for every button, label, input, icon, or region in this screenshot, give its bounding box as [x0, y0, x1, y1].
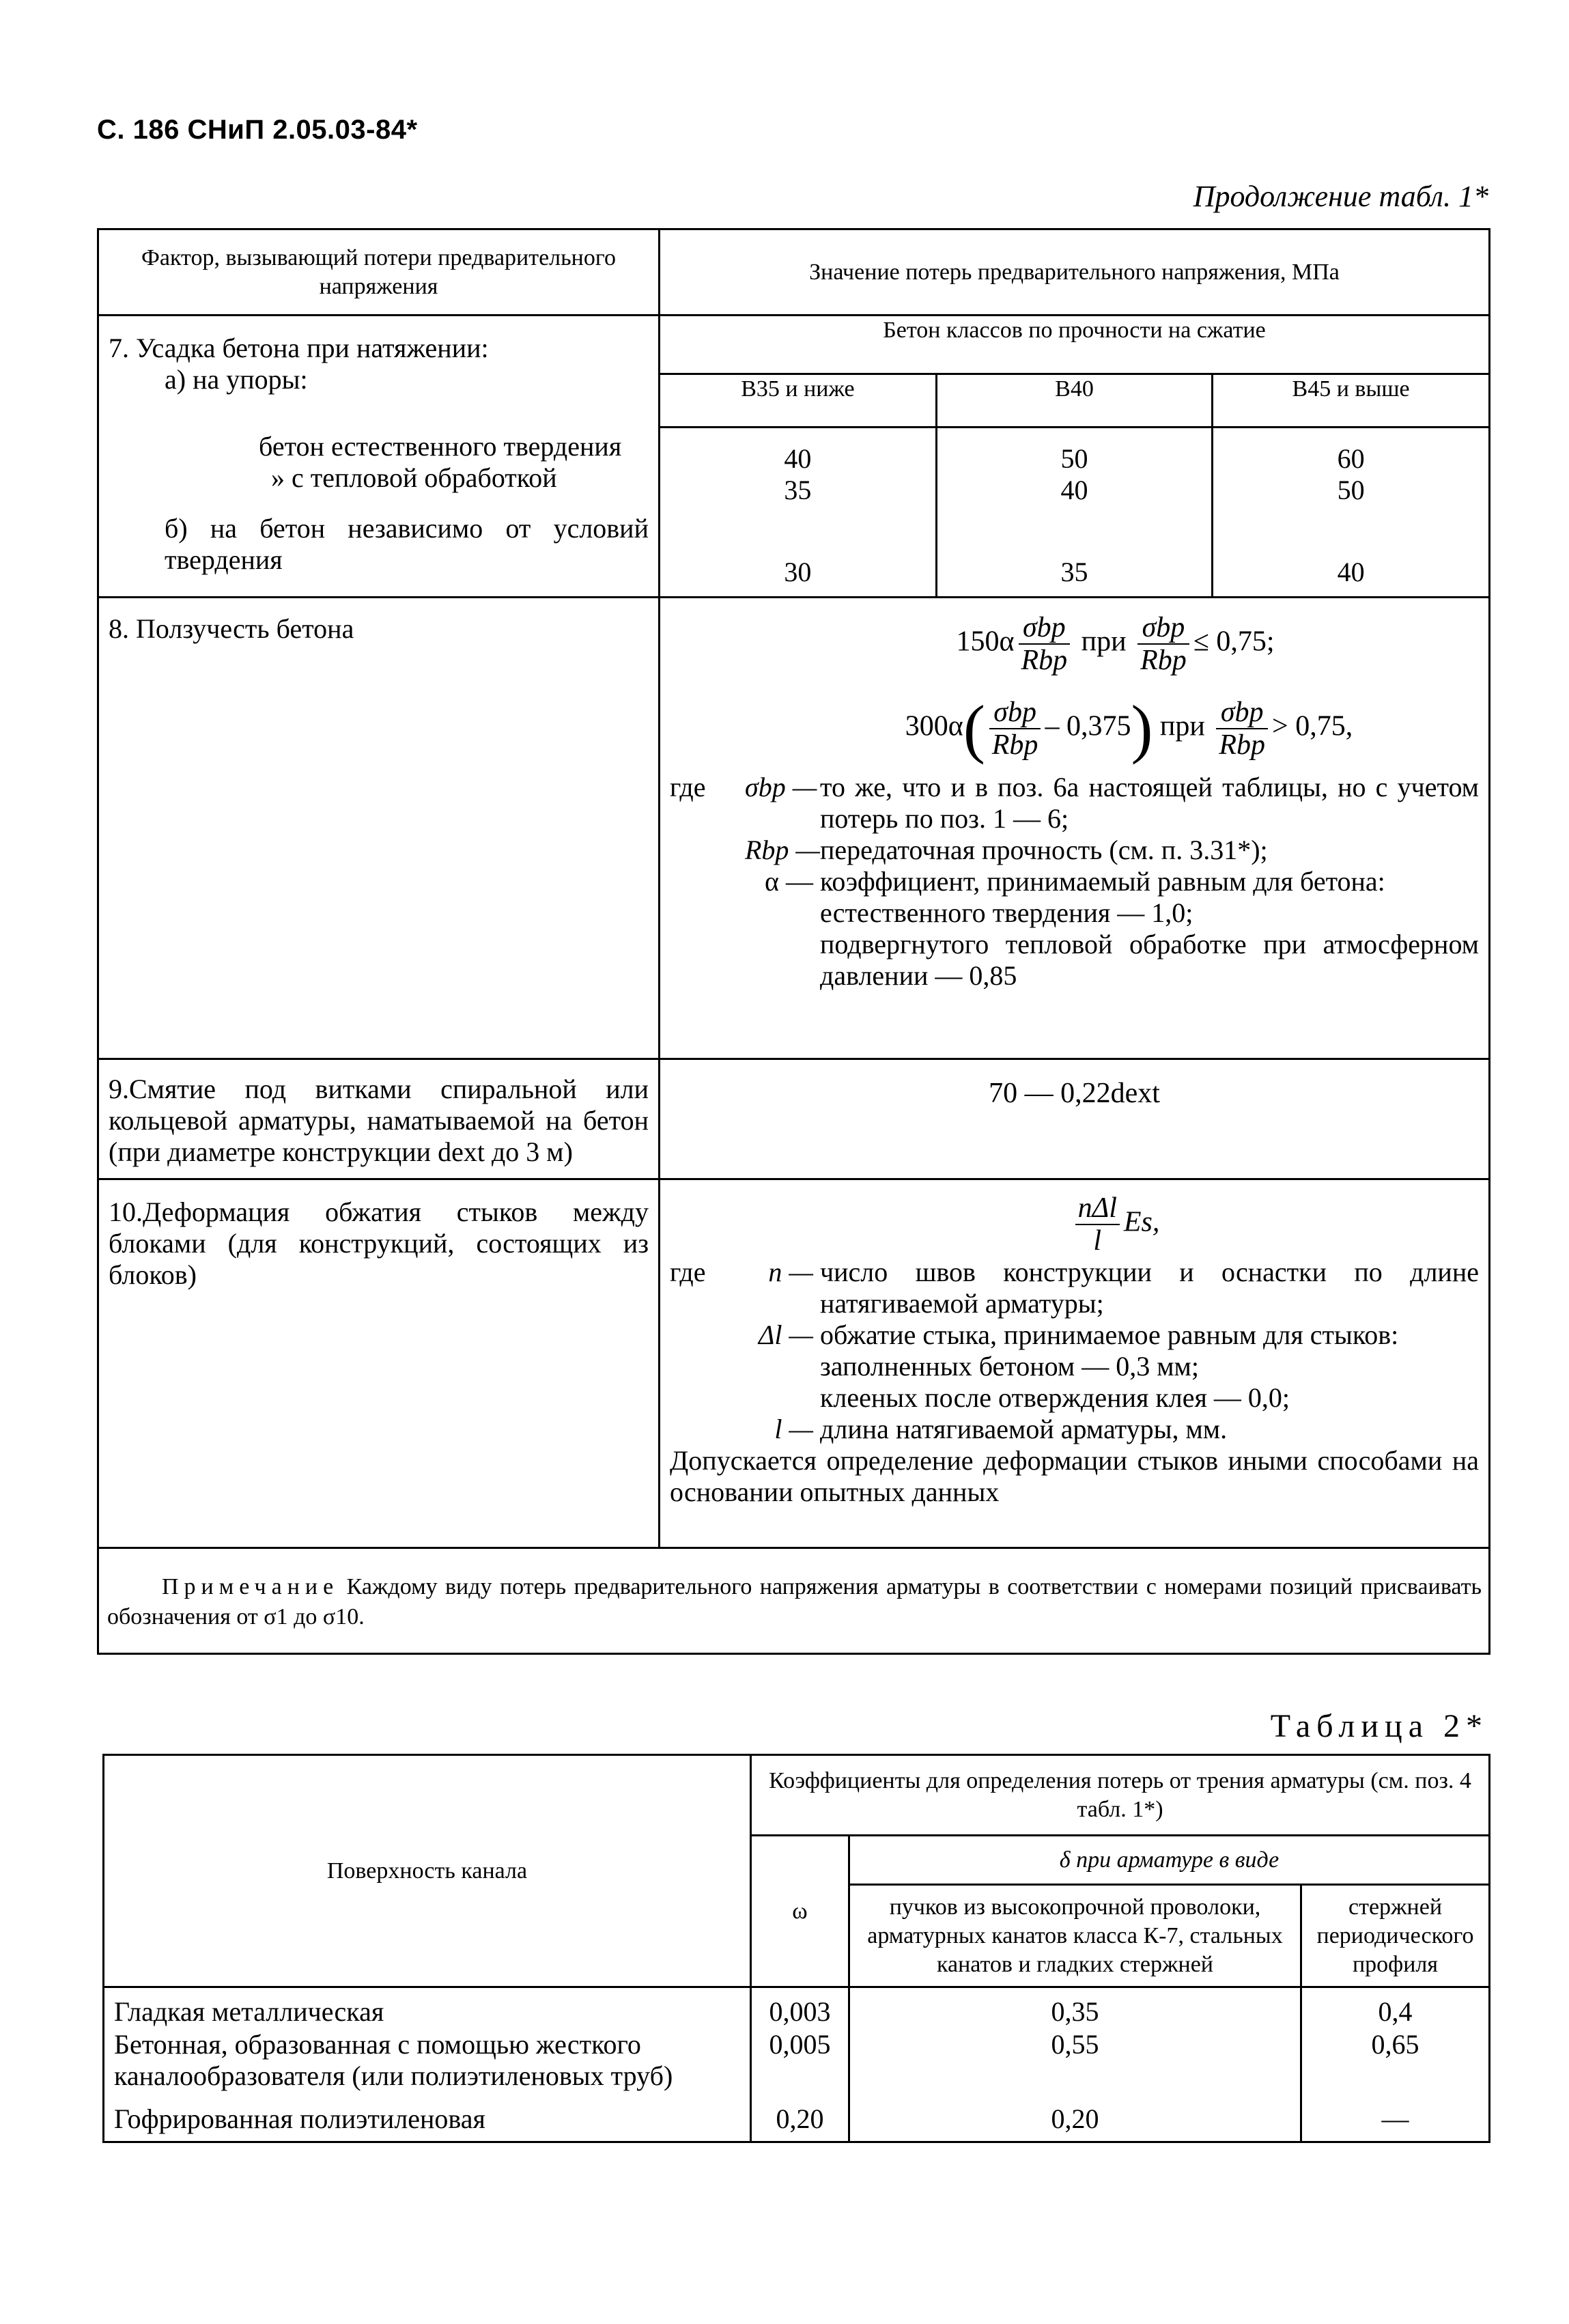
t1-col-value-header: Значение потерь предварительного напряжения, МПа: [660, 229, 1490, 316]
f2-tail: > 0,75,: [1272, 710, 1353, 742]
row7-a-heat: » с тепловой обработкой: [271, 462, 557, 493]
t2-rods: 0,65: [1301, 2028, 1490, 2098]
note-label: Примечание: [162, 1574, 339, 1599]
natural-b35: 40: [784, 443, 812, 474]
heat-b45: 50: [1337, 474, 1365, 505]
row8-legend: [670, 772, 1479, 992]
row8-def-alpha-heat: подвергнутого тепловой обработке при атмосферном давлении — 0,85: [820, 929, 1479, 991]
t2-col-rods: стержней периодического профиля: [1301, 1885, 1490, 1987]
t2-surface: Гладкая металлическая: [104, 1987, 751, 2029]
f1-num: σbp: [1019, 612, 1071, 645]
class-b35: В35 и ниже: [660, 374, 936, 427]
row9-formula: 70 — 0,22dext: [660, 1059, 1490, 1179]
t2-col-bundles: пучков из высокопрочной проволоки, арматурных канатов класса К-7, стальных канатов и гладких стержней: [849, 1885, 1301, 1987]
table-row: [104, 1987, 1490, 2029]
row8-def-alpha-natural: естественного твердения — 1,0;: [820, 897, 1193, 928]
heat-b35: 35: [784, 474, 812, 505]
f2-num: σbp: [989, 697, 1041, 729]
row10-def-n: число швов конструкции и оснастки по длине натягиваемой арматуры;: [820, 1257, 1479, 1319]
f1-coef: 150α: [956, 626, 1015, 658]
t2-col-surface: Поверхность канала: [104, 1755, 751, 1987]
t2-surface: Гофрированная полиэтиленовая: [104, 2098, 751, 2142]
row8-title: 8. Ползучесть бетона: [109, 613, 354, 644]
class-b45: В45 и выше: [1213, 374, 1488, 427]
table-continuation-label: Продолжение табл. 1*: [1193, 180, 1488, 213]
row7-a-natural: бетон естественного твердения: [259, 431, 622, 462]
row10-sym-l: l —: [774, 1414, 813, 1444]
row10-sym-dl: Δl —: [758, 1319, 813, 1350]
row8-def-sigma: то же, что и в поз. 6а настоящей таблицы, но с учетом потерь по поз. 1 — 6;: [820, 772, 1479, 834]
b-b40: 35: [1060, 556, 1088, 587]
f1-cond-den: Rbp: [1140, 645, 1187, 676]
t2-surface: Бетонная, образованная с помощью жесткого каналообразователя (или полиэтиленовых труб): [104, 2028, 751, 2098]
joint-f-num: nΔl: [1075, 1192, 1120, 1225]
t2-bundles: 0,55: [849, 2028, 1301, 2098]
row8-where: где: [670, 772, 706, 802]
f1-tail: ≤ 0,75;: [1193, 626, 1275, 658]
f2-cond-den: Rbp: [1219, 729, 1266, 761]
row9-title: 9.Смятие под витками спиральной или кольцевой арматуры, наматываемой на бетон (при диаметре конструкции dext до 3 м): [98, 1059, 660, 1179]
f2-coef: 300α: [905, 710, 963, 742]
creep-formula-2: 300α( $\frac{\text{σbp}}{\text{Rbp}}$ – 0,375) при $\frac{\text{σbp}}{\text{Rbp}}$ > 0,75,: [905, 692, 1353, 765]
t1-row-7: [98, 316, 1490, 598]
t1-col-factor-header: Фактор, вызывающий потери предварительного напряжения: [98, 229, 660, 316]
natural-b40: 50: [1060, 443, 1088, 474]
table-2-title: Таблица 2*: [1270, 1708, 1488, 1744]
table-row: [104, 2098, 1490, 2142]
f2-den: Rbp: [991, 729, 1038, 761]
f1-pri: при: [1081, 626, 1127, 658]
note-text: Каждому виду потерь предварительного напряжения арматуры в соответствии с номерами позиций присваивать обозначения от σ1 до σ10.: [107, 1574, 1482, 1629]
b-b35: 30: [784, 556, 812, 587]
row10-sym-n: n —: [768, 1257, 813, 1287]
row10-legend: [670, 1257, 1479, 1445]
row10-title: 10.Деформация обжатия стыков между блоками (для конструкций, состоящих из блоков): [98, 1179, 660, 1548]
row8-def-r: передаточная прочность (см. п. 3.31*);: [820, 835, 1268, 865]
t2-omega: 0,005: [751, 2028, 849, 2098]
b-b45: 40: [1337, 556, 1365, 587]
row10-where: где: [670, 1257, 706, 1287]
joint-f-tail: Es,: [1123, 1206, 1160, 1238]
f2-cond-num: σbp: [1216, 697, 1268, 729]
t1-row-9: [98, 1059, 1490, 1179]
t1-note-row: [98, 1548, 1490, 1654]
row8-sym-sigma: σbp —: [745, 772, 817, 802]
row8-def-alpha: коэффициент, принимаемый равным для бетона:: [820, 866, 1385, 897]
f2-pri: при: [1159, 710, 1205, 742]
row7-title: 7. Усадка бетона при натяжении:: [109, 333, 489, 363]
t1-row-8: [98, 598, 1490, 1059]
row8-sym-alpha: α —: [765, 866, 813, 897]
row7-b: б) на бетон независимо от условий твердения: [165, 513, 649, 575]
t2-omega: 0,20: [751, 2098, 849, 2142]
t2-rods: 0,4: [1301, 1987, 1490, 2029]
joint-f-den: l: [1093, 1225, 1102, 1257]
table-1: [97, 228, 1490, 1655]
row10-def-dl-glued: клееных после отверждения клея — 0,0;: [820, 1382, 1290, 1413]
t2-col-omega: ω: [751, 1836, 849, 1987]
row8-sym-r: Rbp —: [745, 835, 820, 865]
f1-cond-num: σbp: [1137, 612, 1189, 645]
row7-class-header: Бетон классов по прочности на сжатие: [660, 316, 1488, 374]
row10-def-l: длина натягиваемой арматуры, мм.: [820, 1414, 1228, 1444]
joint-formula: [752, 1192, 1479, 1257]
t2-rods: —: [1301, 2098, 1490, 2142]
t2-bundles: 0,35: [849, 1987, 1301, 2029]
f2-mid: – 0,375: [1045, 710, 1131, 742]
creep-formula-1: [752, 612, 1479, 676]
row7-values-grid: [660, 316, 1488, 596]
t2-col-coefficients: Коэффициенты для определения потерь от трения арматуры (см. поз. 4 табл. 1*): [751, 1755, 1490, 1836]
heat-b40: 40: [1060, 474, 1088, 505]
row10-def-dl: обжатие стыка, принимаемое равным для стыков:: [820, 1319, 1399, 1350]
row7-a: а) на упоры:: [165, 364, 308, 395]
t1-row-10: [98, 1179, 1490, 1548]
t2-col-delta: δ при арматуре в виде: [849, 1836, 1490, 1885]
row10-def-dl-filled: заполненных бетоном — 0,3 мм;: [820, 1351, 1199, 1382]
row10-extra: Допускается определение деформации стыков иными способами на основании опытных данных: [670, 1445, 1479, 1507]
t2-omega: 0,003: [751, 1987, 849, 2029]
table-2: [102, 1754, 1490, 2143]
natural-b45: 60: [1337, 443, 1365, 474]
t2-bundles: 0,20: [849, 2098, 1301, 2142]
page-header: С. 186 СНиП 2.05.03-84*: [97, 115, 418, 145]
class-b40: В40: [936, 374, 1212, 427]
f1-den: Rbp: [1021, 645, 1068, 676]
table-row: [104, 2028, 1490, 2098]
